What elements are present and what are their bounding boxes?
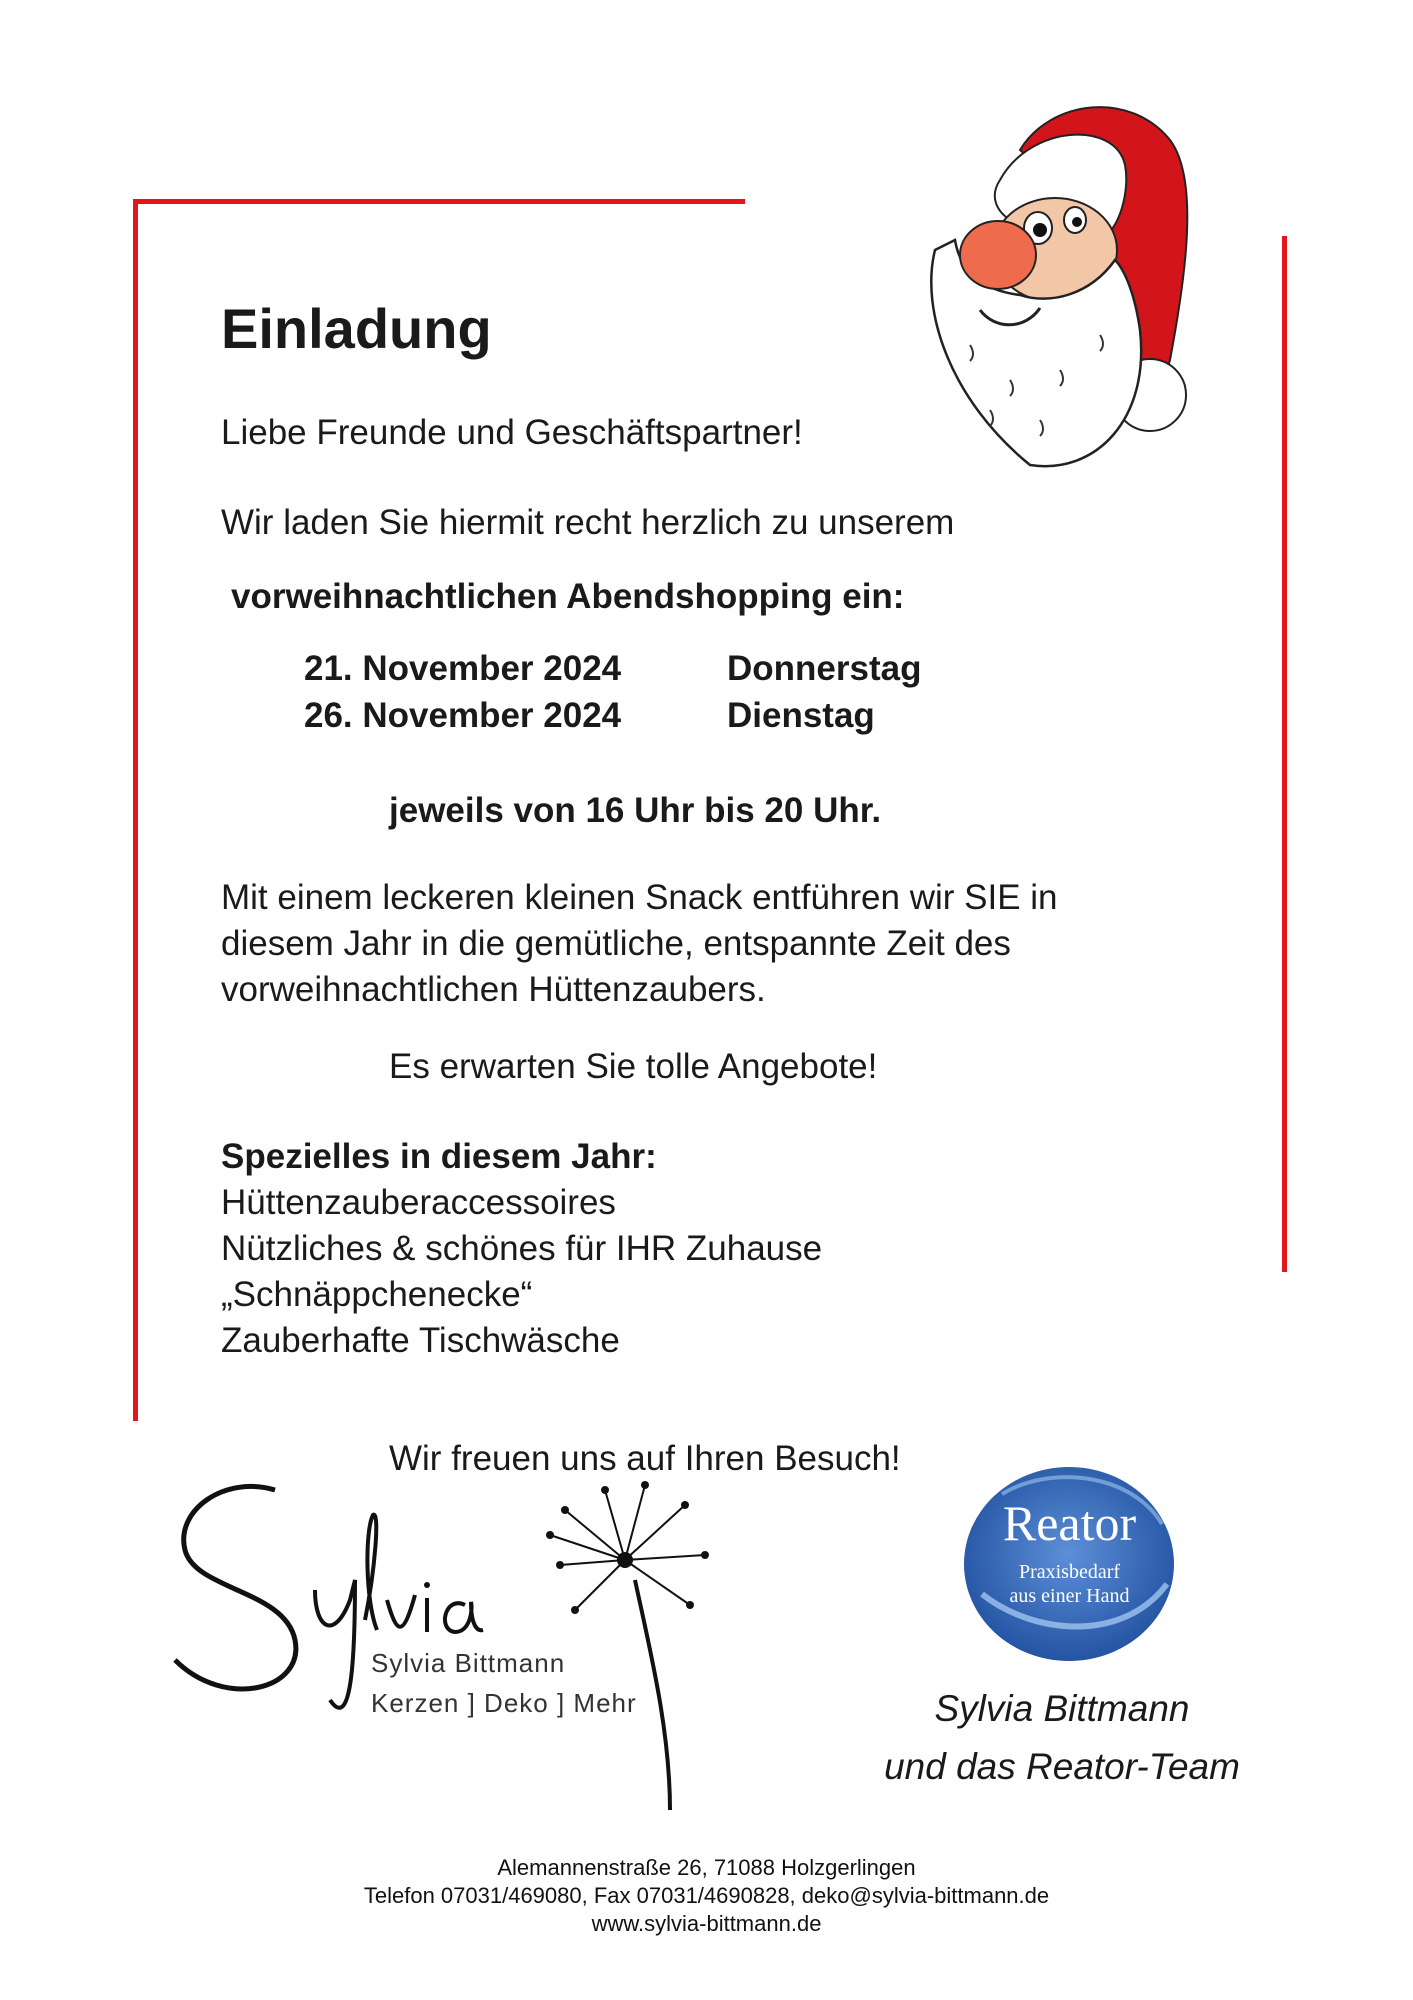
frame-left-line: [133, 199, 138, 1421]
list-item: Hüttenzauberaccessoires: [221, 1183, 616, 1222]
date-row: [304, 646, 922, 692]
sylvia-name: Sylvia Bittmann: [371, 1648, 566, 1678]
footer-web: www.sylvia-bittmann.de: [591, 1911, 822, 1936]
list-item: Nützliches & schönes für IHR Zuhause: [221, 1229, 823, 1268]
snack-line: Mit einem leckeren kleinen Snack entführen wir SIE in: [221, 878, 1058, 917]
offers-text: Es erwarten Sie tolle Angebote!: [389, 1047, 878, 1086]
hours-text: jeweils von 16 Uhr bis 20 Uhr.: [389, 791, 882, 830]
snack-line: diesem Jahr in die gemütliche, entspannte Zeit des: [221, 924, 1011, 963]
frame-top-line: [133, 199, 745, 204]
frame-right-line: [1282, 236, 1287, 1272]
snack-paragraph: [221, 875, 1221, 1013]
reator-tag-line: aus einer Hand: [1009, 1585, 1130, 1607]
event-text: vorweihnachtlichen Abendshopping ein:: [231, 577, 905, 616]
weekday-text: Dienstag: [727, 696, 875, 735]
date-text: 21. November 2024: [304, 649, 622, 688]
sylvia-tagline: Kerzen ] Deko ] Mehr: [371, 1688, 637, 1718]
special-heading: Spezielles in diesem Jahr:: [221, 1137, 657, 1176]
list-item: Zauberhafte Tischwäsche: [221, 1321, 620, 1360]
snack-line: vorweihnachtlichen Hüttenzaubers.: [221, 970, 766, 1009]
weekday-text: Donnerstag: [727, 649, 922, 688]
letter-title: Einladung: [221, 297, 492, 360]
date-text: 26. November 2024: [304, 696, 622, 735]
sylvia-logo: [165, 1470, 725, 1830]
intro-text: Wir laden Sie hiermit recht herzlich zu unserem: [221, 503, 955, 542]
reator-logo: [962, 1464, 1177, 1664]
reator-name: Reator: [1002, 1495, 1137, 1551]
footer-contact: Telefon 07031/469080, Fax 07031/4690828, deko@sylvia-bittmann.de: [363, 1883, 1050, 1908]
list-item: „Schnäppchenecke“: [221, 1275, 533, 1314]
footer-address: Alemannenstraße 26, 71088 Holzgerlingen: [497, 1855, 916, 1880]
date-row: [304, 693, 875, 739]
signature-line: Sylvia Bittmann: [934, 1688, 1190, 1729]
signature-line: und das Reator-Team: [884, 1746, 1240, 1787]
greeting-text: Liebe Freunde und Geschäftspartner!: [221, 413, 803, 452]
reator-tag-line: Praxisbedarf: [1018, 1561, 1121, 1583]
santa-claus-illustration: [880, 80, 1200, 485]
special-list: [221, 1180, 822, 1364]
reator-tagline: [962, 1560, 1177, 1608]
visit-text: Wir freuen uns auf Ihren Besuch!: [389, 1439, 901, 1478]
